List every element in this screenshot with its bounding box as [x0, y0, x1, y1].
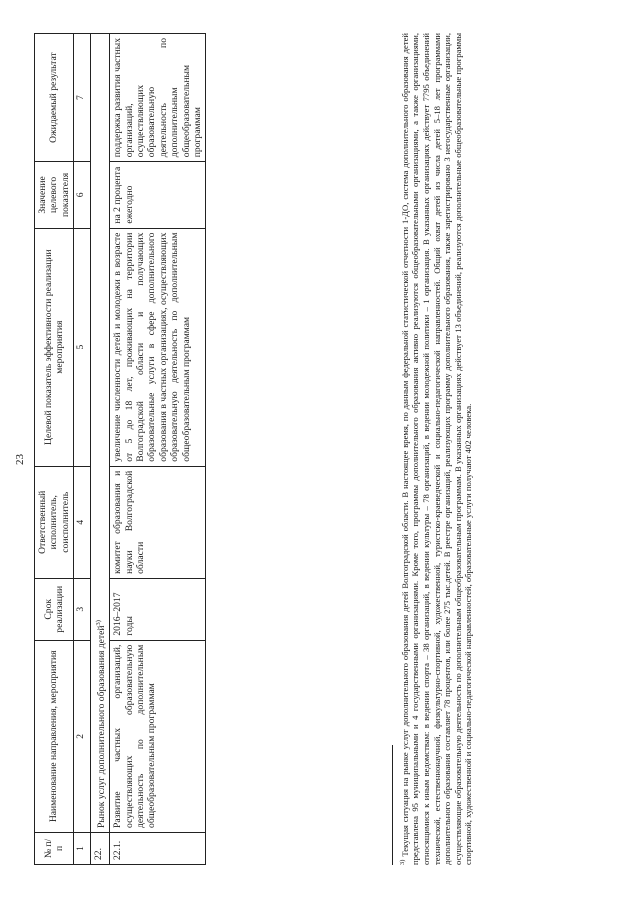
section-number: 22.	[90, 832, 110, 864]
header-executor: Ответственный исполнитель, соисполнитель	[35, 466, 74, 578]
footnote-mark: 3)	[399, 859, 406, 865]
section-row	[90, 34, 110, 865]
column-number: 1	[74, 832, 90, 864]
item-period: 2016–2017 годы	[110, 578, 206, 640]
footnote-divider	[392, 745, 393, 865]
item-name: Развитие частных организаций, осуществляющих образовательную деятельность по дополнительным общеобразовательным программам	[110, 640, 206, 832]
item-number: 22.1.	[110, 832, 206, 864]
header-result: Ожидаемый результат	[35, 34, 74, 162]
column-number: 3	[74, 578, 90, 640]
column-number: 5	[74, 228, 90, 466]
section-footnote-mark: 3)	[94, 620, 102, 626]
header-name: Наименование направления, мероприятия	[35, 640, 74, 832]
item-indicator: увеличение численности детей и молодежи в возрасте от 5 до 18 лет, проживающих на территории Волгоградской области и получающих образовательные услуги в сфере дополнительного образования в частных организациях, осуществляющих образовательную деятельность по дополнительным общеобразовательным программам	[110, 228, 206, 466]
column-number: 4	[74, 466, 90, 578]
plan-table	[34, 33, 206, 865]
header-indicator: Целевой показатель эффективности реализации мероприятия	[35, 228, 74, 466]
item-value: на 2 процента ежегодно	[110, 162, 206, 228]
item-result: поддержка развития частных организаций, осуществляющих образовательную деятельность по дополнительным общеобразовательным программам	[110, 34, 206, 162]
header-number: № п/п	[35, 832, 74, 864]
column-number: 2	[74, 640, 90, 832]
page-number: 23	[14, 454, 26, 465]
table-header-row	[35, 34, 74, 865]
column-number: 6	[74, 162, 90, 228]
footnote	[398, 33, 474, 865]
header-period: Срок реализации	[35, 578, 74, 640]
item-executor: комитет образования и науки Волгоградской области	[110, 466, 206, 578]
header-value: Значение целевого показателя	[35, 162, 74, 228]
column-number-row	[74, 34, 90, 865]
section-title-cell	[90, 34, 110, 833]
column-number: 7	[74, 34, 90, 162]
section-title: Рынок услуг дополнительного образования детей	[95, 625, 107, 828]
table-row	[110, 34, 206, 865]
footnote-text: Текущая ситуация на рынке услуг дополнительного образования детей Волгоградской области. В настоящее время, по данным федеральной статистической отчетности 1-ДО, система дополнительного образования детей представлена 95 муниципальными и 4 государственными организациями. Кроме того, программы дополнительного образования активно реализуются общеобразовательными организациями, а также организациями, относящимися к иным ведомствам: в ведении спорта – 38 организаций, в ведении культуры – 78 организаций, в ведении молодежной политики – 1 организация. В указанных организациях действует 7795 объединений технической, естественнонаучной, физкультурно-спортивной, художественной, туристско-краеведческой и социально-педагогической направленностей. Общий охват детей из числа детей 5–18 лет программами дополнительного образования составляет 78 процентов, или более 275 тыс.детей. В реестре организаций, реализующих программу дополнительного образования, также зарегистрировано 3 негосударственные организации, осуществляющие образовательную деятельность по дополнительным общеобразовательным программам. В указанных организациях действует 13 объединений, реализуются дополнительные общеобразовательные программы спортивной, художественной и социально-педагогической направленностей, образовательные услуги получают 402 человека.	[399, 33, 474, 865]
